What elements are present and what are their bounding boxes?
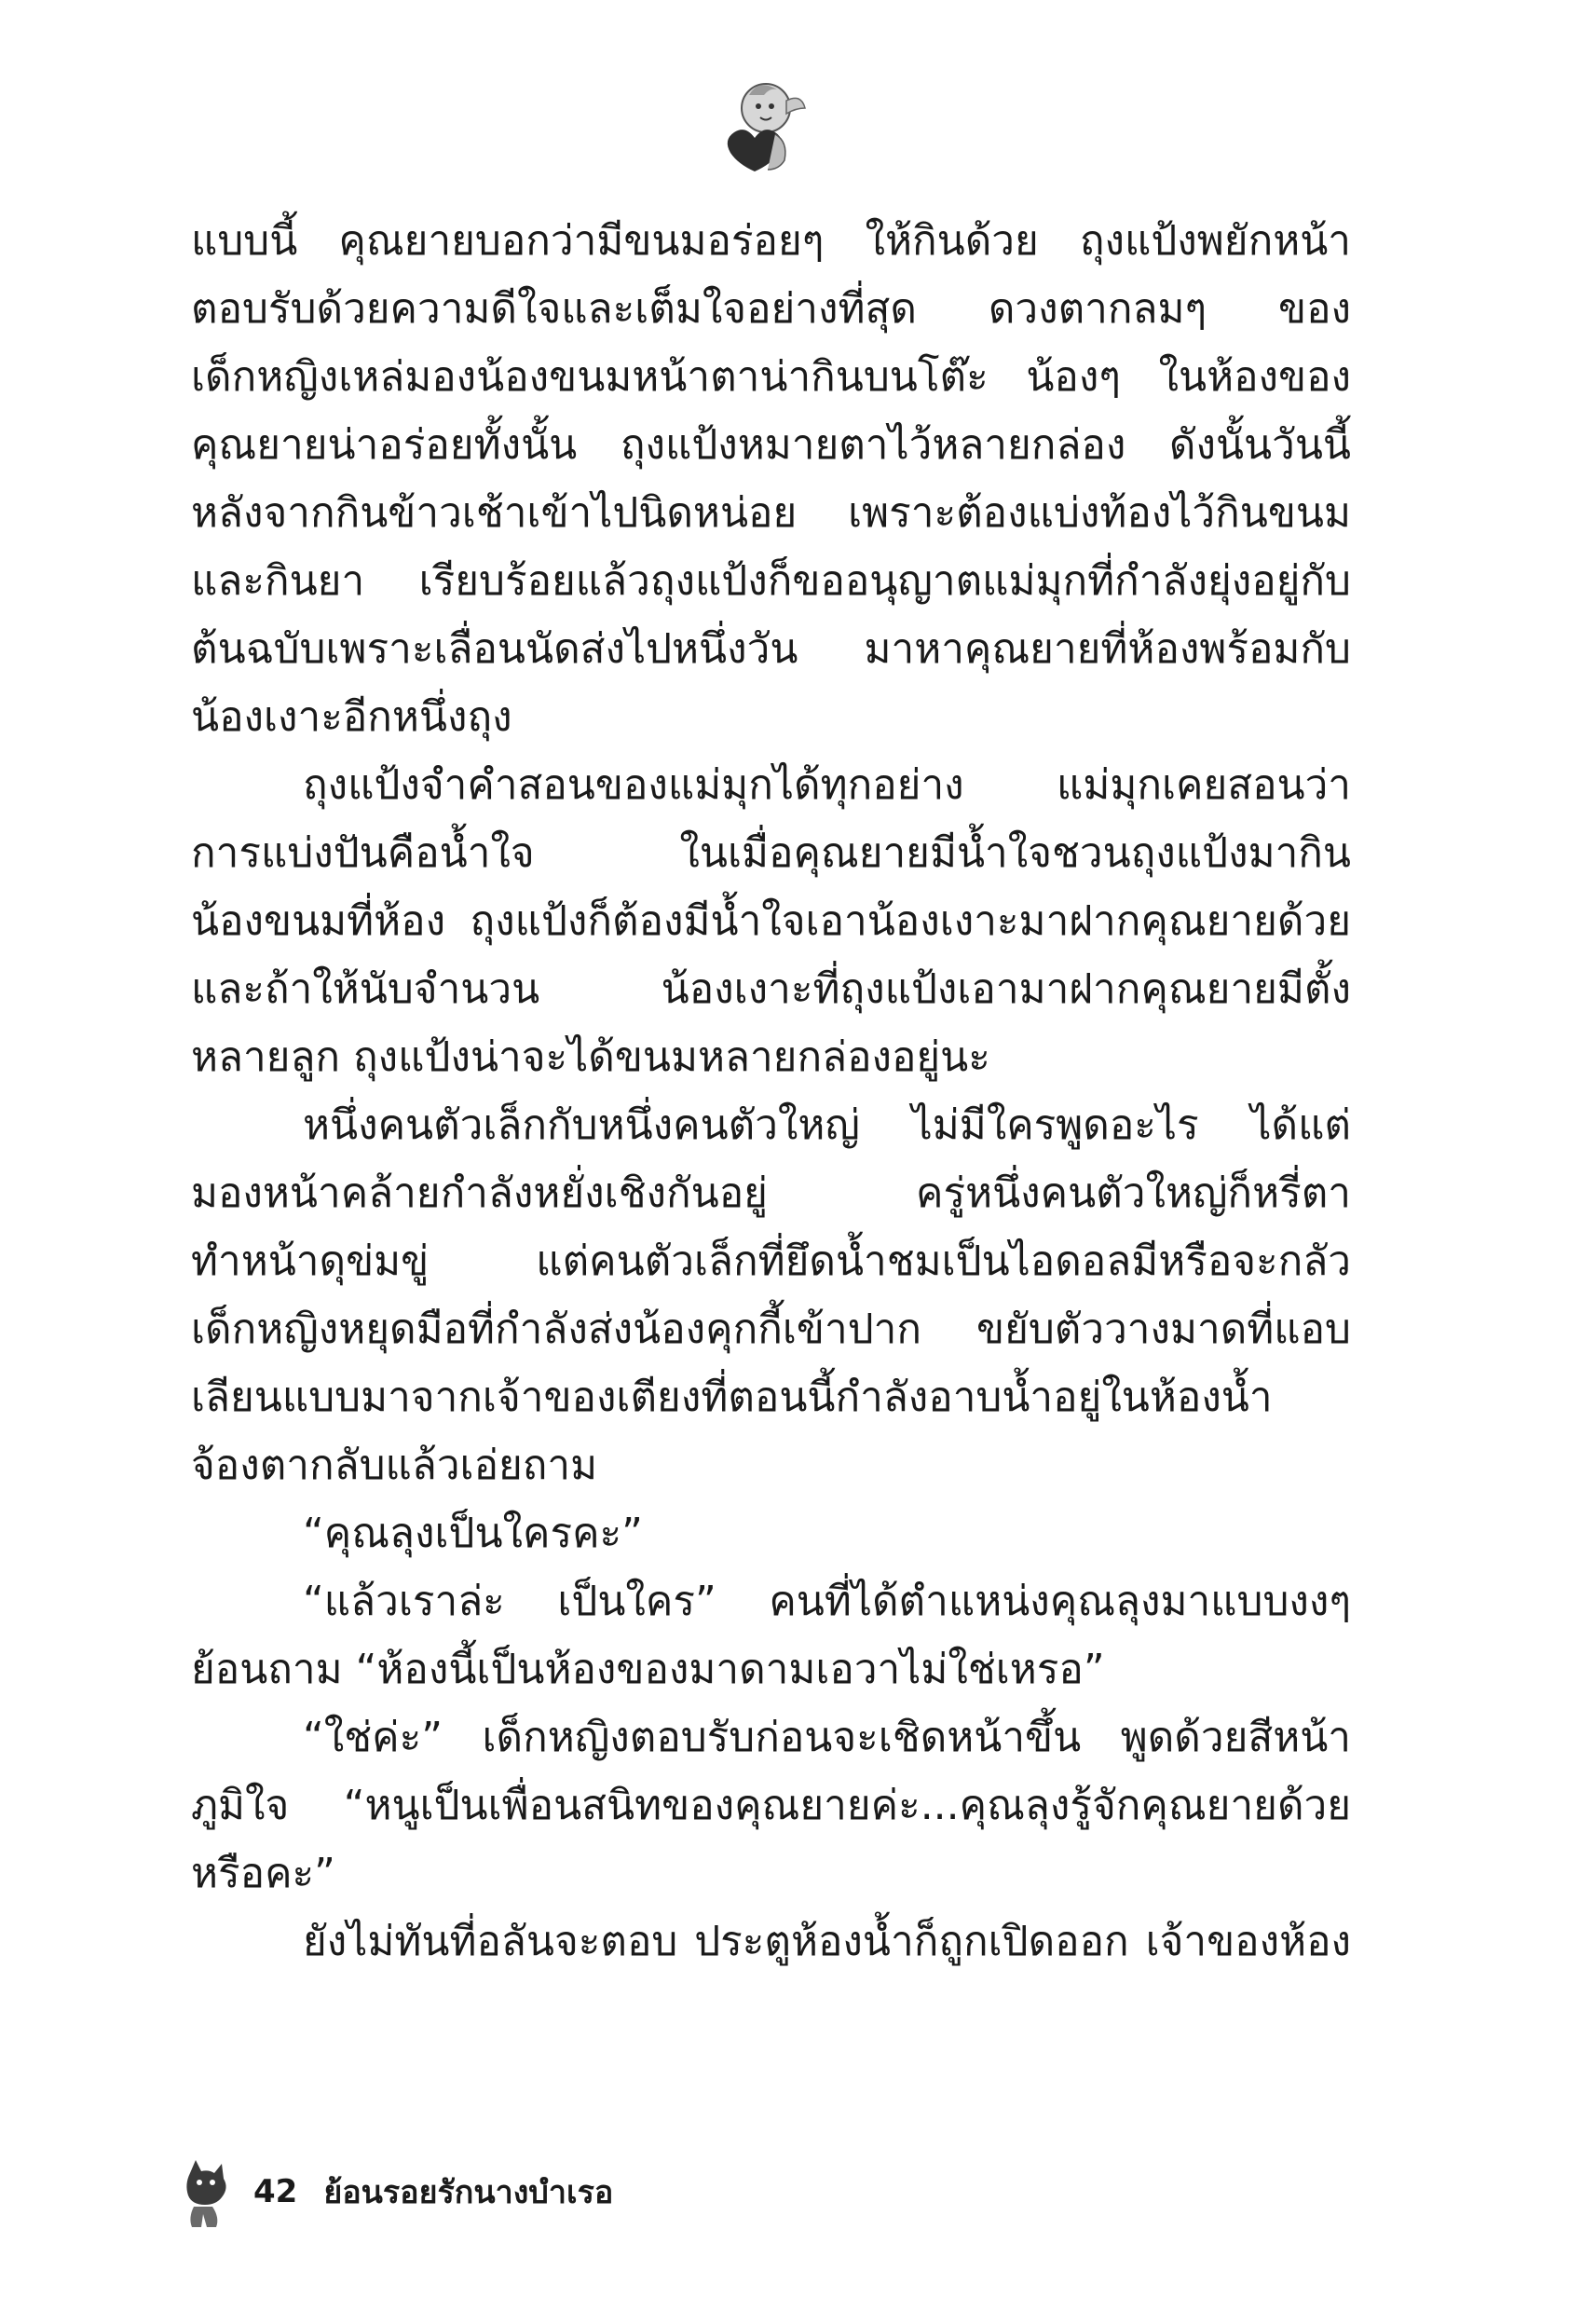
text-line: หรือคะ”: [191, 1850, 335, 1897]
text-line: ภูมิใจ “หนูเป็นเพื่อนสนิทของคุณยายค่ะ...คุณลุงรู้จักคุณยายด้วย: [191, 1782, 1351, 1829]
text-line: ต้นฉบับเพราะเลื่อนนัดส่งไปหนึ่งวัน มาหาคุณยายที่ห้องพร้อมกับ: [191, 625, 1351, 673]
text-line: และกินยา เรียบร้อยแล้วถุงแป้งก็ขออนุญาตแม่มุกที่กำลังยุ่งอยู่กับ: [191, 557, 1351, 605]
cat-icon: [177, 2154, 231, 2229]
text-line: “แล้วเราล่ะ เป็นใคร” คนที่ได้ตำแหน่งคุณลุงมาแบบงงๆ: [303, 1578, 1351, 1625]
text-line: หลังจากกินข้าวเช้าเข้าไปนิดหน่อย เพราะต้องแบ่งท้องไว้กินขนม: [191, 489, 1351, 537]
text-line: แบบนี้ คุณยายบอกว่ามีขนมอร่อยๆ ให้กินด้วย ถุงแป้งพยักหน้า: [191, 217, 1351, 265]
text-line: “คุณลุงเป็นใครคะ”: [303, 1510, 643, 1557]
text-line: หนึ่งคนตัวเล็กกับหนึ่งคนตัวใหญ่ ไม่มีใครพูดอะไร ได้แต่: [303, 1101, 1351, 1149]
text-line: ย้อนถาม “ห้องนี้เป็นห้องของมาดามเอวาไม่ใช่เหรอ”: [191, 1646, 1105, 1693]
text-line: ทำหน้าดุข่มขู่ แต่คนตัวเล็กที่ยึดน้ำชมเป็นไอดอลมีหรือจะกลัว: [191, 1238, 1351, 1285]
text-line: “ใช่ค่ะ” เด็กหญิงตอบรับก่อนจะเชิดหน้าขึ้น พูดด้วยสีหน้า: [303, 1714, 1351, 1761]
text-line: มองหน้าคล้ายกำลังหยั่งเชิงกันอยู่ ครู่หนึ่งคนตัวใหญ่ก็หรี่ตา: [191, 1169, 1351, 1217]
cherub-heart-icon: [708, 73, 811, 175]
text-line: ยังไม่ทันที่อลันจะตอบ ประตูห้องน้ำก็ถูกเปิดออก เจ้าของห้อง: [303, 1918, 1351, 1965]
page-number: 42: [253, 2173, 298, 2210]
text-line: และถ้าให้นับจำนวน น้องเงาะที่ถุงแป้งเอามาฝากคุณยายมีตั้ง: [191, 965, 1351, 1013]
body-text: [191, 207, 1351, 1976]
text-line: จ้องตากลับแล้วเอ่ยถาม: [191, 1442, 598, 1489]
text-line: เลียนแบบมาจากเจ้าของเตียงที่ตอนนี้กำลังอาบน้ำอยู่ในห้องน้ำ: [191, 1374, 1273, 1421]
text-line: คุณยายน่าอร่อยทั้งนั้น ถุงแป้งหมายตาไว้หลายกล่อง ดังนั้นวันนี้: [191, 421, 1351, 469]
text-line: น้องเงาะอีกหนึ่งถุง: [191, 693, 512, 741]
text-line: เด็กหญิงเหล่มองน้องขนมหน้าตาน่ากินบนโต๊ะ น้องๆ ในห้องของ: [191, 353, 1351, 401]
text-line: ตอบรับด้วยความดีใจและเต็มใจอย่างที่สุด ดวงตากลมๆ ของ: [191, 285, 1351, 333]
text-line: ถุงแป้งจำคำสอนของแม่มุกได้ทุกอย่าง แม่มุกเคยสอนว่า: [303, 761, 1351, 809]
book-title: ย้อนรอยรักนางบำเรอ: [323, 2174, 614, 2211]
page-footer: [177, 2154, 613, 2229]
text-line: เด็กหญิงหยุดมือที่กำลังส่งน้องคุกกี้เข้าปาก ขยับตัววางมาดที่แอบ: [191, 1306, 1351, 1353]
text-line: น้องขนมที่ห้อง ถุงแป้งก็ต้องมีน้ำใจเอาน้องเงาะมาฝากคุณยายด้วย: [191, 897, 1351, 945]
text-line: การแบ่งปันคือน้ำใจ ในเมื่อคุณยายมีน้ำใจชวนถุงแป้งมากิน: [191, 829, 1351, 877]
text-line: หลายลูก ถุงแป้งน่าจะได้ขนมหลายกล่องอยู่นะ: [191, 1033, 990, 1081]
